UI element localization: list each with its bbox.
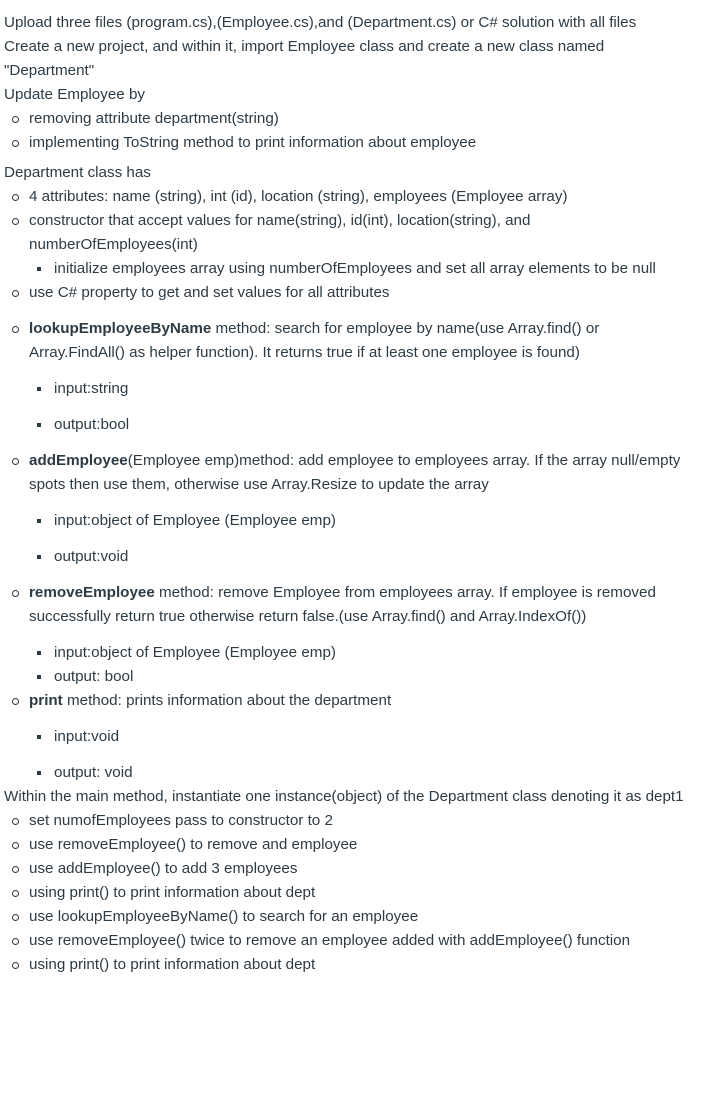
list-item: using print() to print information about dept: [4, 881, 696, 905]
list-item: use removeEmployee() twice to remove an employee added with addEmployee() function: [4, 929, 696, 953]
lookup-io-list: [29, 377, 696, 437]
print-method-name: print: [29, 692, 63, 709]
update-employee-list: [4, 107, 696, 155]
list-item: use removeEmployee() to remove and employee: [4, 833, 696, 857]
list-item: removing attribute department(string): [4, 107, 696, 131]
add-method-name: addEmployee: [29, 452, 128, 469]
print-method-desc: method: prints information about the department: [62, 692, 392, 709]
list-item: output:bool: [29, 413, 696, 437]
list-item: output: void: [29, 761, 696, 785]
update-employee-heading: Update Employee by: [4, 86, 145, 103]
remove-method-desc: method: remove Employee from employees array. If employee is removed successfully return true otherwise return false.(use Array.find() and Array.IndexOf()): [29, 584, 656, 625]
main-method-heading: Within the main method, instantiate one instance(object) of the Department class denoting it as dept1: [4, 788, 684, 805]
main-method-list: [4, 809, 696, 977]
remove-method-item: [4, 581, 696, 689]
department-class-heading: Department class has: [4, 164, 151, 181]
lookup-method-desc: method: search for employee by name(use Array.find() or Array.FindAll() as helper function). It returns true if at least one employee is found): [29, 320, 600, 361]
list-item: implementing ToString method to print information about employee: [4, 131, 696, 155]
list-item: initialize employees array using numberOfEmployees and set all array elements to be null: [29, 257, 696, 281]
intro-create-project-text: Create a new project, and within it, import Employee class and create a new class named "Department": [4, 38, 605, 79]
constructor-item: [4, 209, 696, 281]
constructor-text: constructor that accept values for name(string), id(int), location(string), and numberOfEmployees(int): [29, 212, 531, 253]
list-item: using print() to print information about dept: [4, 953, 696, 977]
add-method-item: [4, 449, 696, 569]
print-method-item: [4, 689, 696, 785]
attributes-item: 4 attributes: name (string), int (id), location (string), employees (Employee array): [4, 185, 696, 209]
list-item: set numofEmployees pass to constructor to 2: [4, 809, 696, 833]
list-item: input:object of Employee (Employee emp): [29, 509, 696, 533]
list-item: use addEmployee() to add 3 employees: [4, 857, 696, 881]
add-method-desc: (Employee emp)method: add employee to employees array. If the array null/empty spots then use them, otherwise use Array.Resize to update the array: [29, 452, 681, 493]
intro-upload-text: Upload three files (program.cs),(Employee.cs),and (Department.cs) or C# solution with all files: [4, 14, 637, 31]
property-item: use C# property to get and set values for all attributes: [4, 281, 696, 305]
lookup-method-name: lookupEmployeeByName: [29, 320, 212, 337]
list-item: output:void: [29, 545, 696, 569]
list-item: output: bool: [29, 665, 696, 689]
print-io-list: [29, 725, 696, 785]
remove-io-list: [29, 641, 696, 689]
add-io-list: [29, 509, 696, 569]
list-item: input:object of Employee (Employee emp): [29, 641, 696, 665]
list-item: input:void: [29, 725, 696, 749]
department-class-list: [4, 185, 696, 785]
list-item: use lookupEmployeeByName() to search for an employee: [4, 905, 696, 929]
lookup-method-item: [4, 317, 696, 437]
list-item: input:string: [29, 377, 696, 401]
constructor-sublist: [29, 257, 696, 281]
remove-method-name: removeEmployee: [29, 584, 155, 601]
